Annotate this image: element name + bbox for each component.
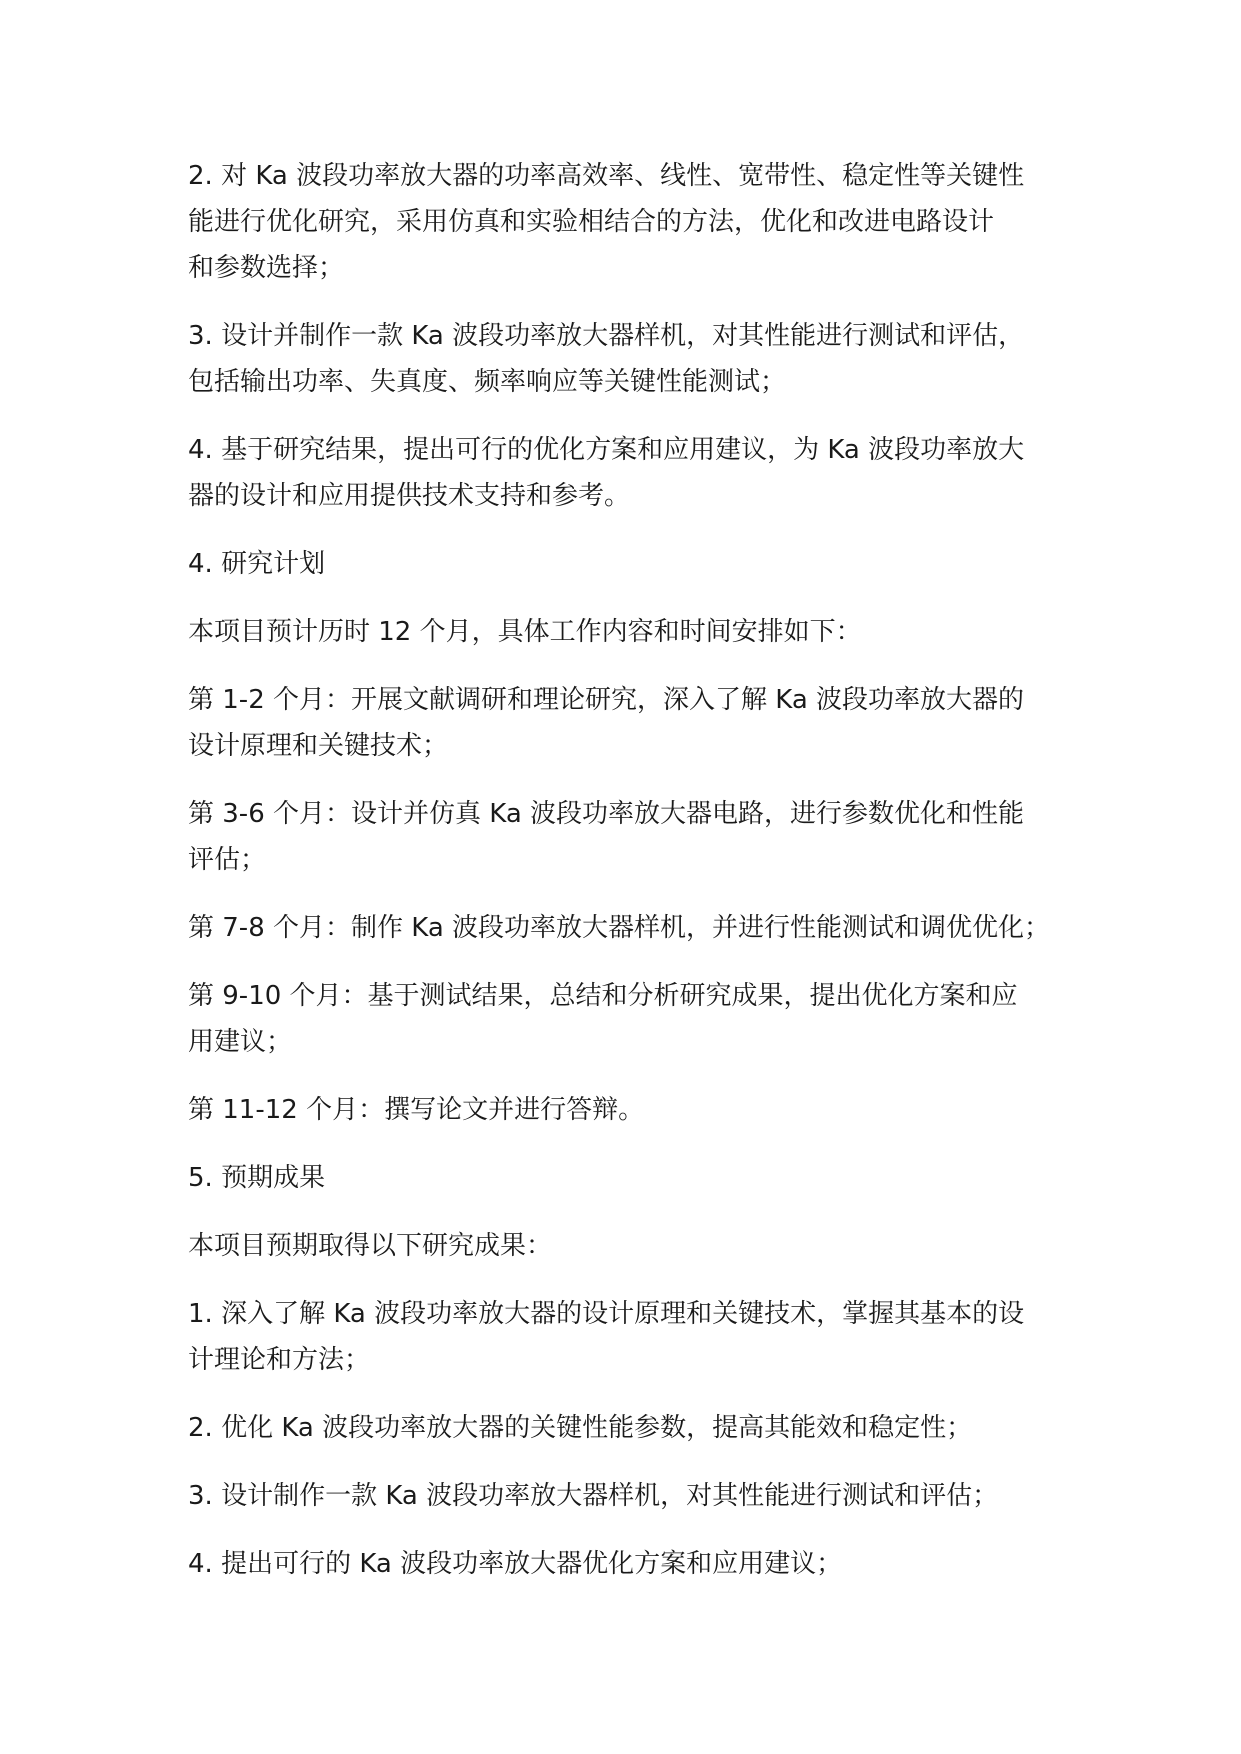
paragraph-results-intro (188, 1223, 1088, 1269)
text-line: 3. 设计制作一款 Ka 波段功率放大器样机，对其性能进行测试和评估； (188, 1481, 999, 1511)
text-line: 第 3-6 个月：设计并仿真 Ka 波段功率放大器电路，进行参数优化和性能 (188, 799, 1025, 829)
text-line: 计理论和方法； (188, 1345, 371, 1375)
text-line: 2. 优化 Ka 波段功率放大器的关键性能参数，提高其能效和稳定性； (188, 1413, 973, 1443)
paragraph-plan-month-11-12 (188, 1087, 1088, 1133)
text-line: 4. 提出可行的 Ka 波段功率放大器优化方案和应用建议； (188, 1549, 843, 1579)
paragraph-plan-intro (188, 609, 1088, 655)
text-line: 本项目预计历时 12 个月，具体工作内容和时间安排如下： (188, 617, 862, 647)
section-heading-expected-results (188, 1155, 1088, 1201)
text-line: 第 1-2 个月：开展文献调研和理论研究，深入了解 Ka 波段功率放大器的 (188, 685, 1025, 715)
text-line: 4. 基于研究结果，提出可行的优化方案和应用建议，为 Ka 波段功率放大 (188, 435, 1025, 465)
text-line: 器的设计和应用提供技术支持和参考。 (188, 481, 631, 511)
text-line: 能进行优化研究，采用仿真和实验相结合的方法，优化和改进电路设计 (188, 207, 995, 237)
text-line: 评估； (188, 845, 267, 875)
paragraph-plan-month-3-6 (188, 791, 1088, 883)
document-body (188, 153, 1088, 1609)
paragraph-plan-month-1-2 (188, 677, 1088, 769)
paragraph-result-4 (188, 1541, 1088, 1587)
paragraph-result-1 (188, 1291, 1088, 1383)
text-line: 设计原理和关键技术； (188, 731, 449, 761)
paragraph-plan-month-7-8 (188, 905, 1088, 951)
text-line: 2. 对 Ka 波段功率放大器的功率高效率、线性、宽带性、稳定性等关键性 (188, 161, 1025, 191)
text-line: 包括输出功率、失真度、频率响应等关键性能测试； (188, 367, 787, 397)
paragraph-objective-2 (188, 153, 1088, 291)
text-line: 第 7-8 个月：制作 Ka 波段功率放大器样机，并进行性能测试和调优优化； (188, 913, 1051, 943)
paragraph-result-2 (188, 1405, 1088, 1451)
text-line: 用建议； (188, 1027, 293, 1057)
text-line: 本项目预期取得以下研究成果： (188, 1231, 553, 1261)
text-line: 5. 预期成果 (188, 1163, 326, 1193)
text-line: 1. 深入了解 Ka 波段功率放大器的设计原理和关键技术，掌握其基本的设 (188, 1299, 1025, 1329)
text-line: 第 11-12 个月：撰写论文并进行答辩。 (188, 1095, 645, 1125)
text-line: 和参数选择； (188, 253, 345, 283)
paragraph-plan-month-9-10 (188, 973, 1088, 1065)
paragraph-objective-4 (188, 427, 1088, 519)
text-line: 第 9-10 个月：基于测试结果，总结和分析研究成果，提出优化方案和应 (188, 981, 1018, 1011)
paragraph-objective-3 (188, 313, 1088, 405)
paragraph-result-3 (188, 1473, 1088, 1519)
text-line: 3. 设计并制作一款 Ka 波段功率放大器样机，对其性能进行测试和评估， (188, 321, 1025, 351)
section-heading-research-plan (188, 541, 1088, 587)
text-line: 4. 研究计划 (188, 549, 326, 579)
